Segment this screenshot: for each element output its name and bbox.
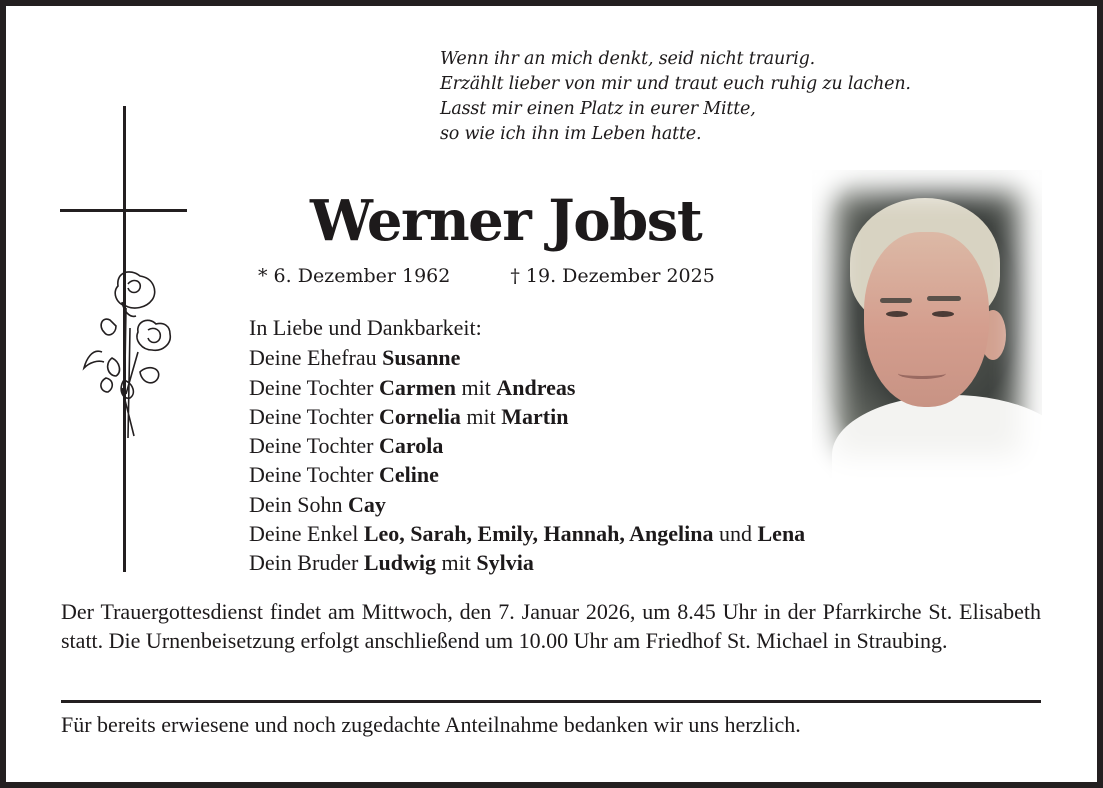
relative-name: Carola bbox=[379, 433, 444, 459]
family-row bbox=[249, 460, 805, 489]
relation-label: Deine Tochter bbox=[249, 374, 380, 400]
family-row bbox=[249, 373, 805, 402]
deceased-name: Werner Jobst bbox=[310, 188, 702, 254]
connector: mit bbox=[456, 374, 497, 400]
family-row bbox=[249, 402, 805, 431]
family-row bbox=[249, 490, 805, 519]
family-row bbox=[249, 548, 805, 577]
relative-name: Sylvia bbox=[476, 550, 534, 576]
connector: mit bbox=[436, 550, 477, 576]
relative-name: Martin bbox=[501, 403, 569, 429]
relation-label: Dein Bruder bbox=[249, 550, 364, 576]
death-date: † 19. Dezember 2025 bbox=[510, 265, 715, 287]
relative-name: Cay bbox=[348, 491, 386, 517]
cross-icon-horizontal-beam bbox=[60, 209, 187, 212]
relative-name: Celine bbox=[379, 462, 439, 488]
family-intro: In Liebe und Dankbarkeit: bbox=[249, 315, 482, 340]
relative-name: Leo, Sarah, Emily, Hannah, Angelina bbox=[363, 521, 714, 547]
relative-name: Susanne bbox=[382, 345, 461, 371]
relative-name: Lena bbox=[757, 521, 806, 547]
family-row bbox=[249, 343, 805, 372]
poem-line: Lasst mir einen Platz in eurer Mitte, bbox=[440, 99, 756, 119]
relation-label: Dein Sohn bbox=[249, 491, 348, 517]
relation-label: Deine Tochter bbox=[249, 403, 380, 429]
birth-date: * 6. Dezember 1962 bbox=[258, 265, 451, 287]
relation-label: Deine Tochter bbox=[249, 462, 380, 488]
poem bbox=[440, 47, 911, 147]
portrait-photo bbox=[812, 170, 1042, 478]
relation-label: Deine Enkel bbox=[249, 521, 364, 547]
relative-name: Cornelia bbox=[379, 403, 461, 429]
relative-name: Ludwig bbox=[363, 550, 437, 576]
connector: und bbox=[713, 521, 758, 547]
life-dates bbox=[258, 262, 715, 290]
family-list bbox=[249, 313, 805, 578]
relation-label: Deine Ehefrau bbox=[249, 345, 383, 371]
connector: mit bbox=[460, 403, 502, 429]
roses-icon bbox=[82, 268, 182, 463]
poem-line: Wenn ihr an mich denkt, seid nicht traurig. bbox=[440, 49, 815, 69]
relative-name: Andreas bbox=[496, 374, 576, 400]
poem-line: Erzählt lieber von mir und traut euch ruhig zu lachen. bbox=[440, 74, 911, 94]
poem-line: so wie ich ihn im Leben hatte. bbox=[440, 124, 702, 144]
service-announcement: Der Trauergottesdienst findet am Mittwoch, den 7. Januar 2026, um 8.45 Uhr in der Pfarrkirche St. Elisabeth statt. Die Urnenbeisetzung erfolgt anschließend um 10.00 Uhr am Friedhof St. Michael in Straubing. bbox=[61, 599, 1041, 653]
family-row bbox=[249, 519, 805, 548]
thanks-note: Für bereits erwiesene und noch zugedachte Anteilnahme bedanken wir uns herzlich. bbox=[61, 712, 801, 737]
divider bbox=[61, 700, 1041, 703]
family-row bbox=[249, 431, 805, 460]
relative-name: Carmen bbox=[379, 374, 456, 400]
relation-label: Deine Tochter bbox=[249, 433, 380, 459]
